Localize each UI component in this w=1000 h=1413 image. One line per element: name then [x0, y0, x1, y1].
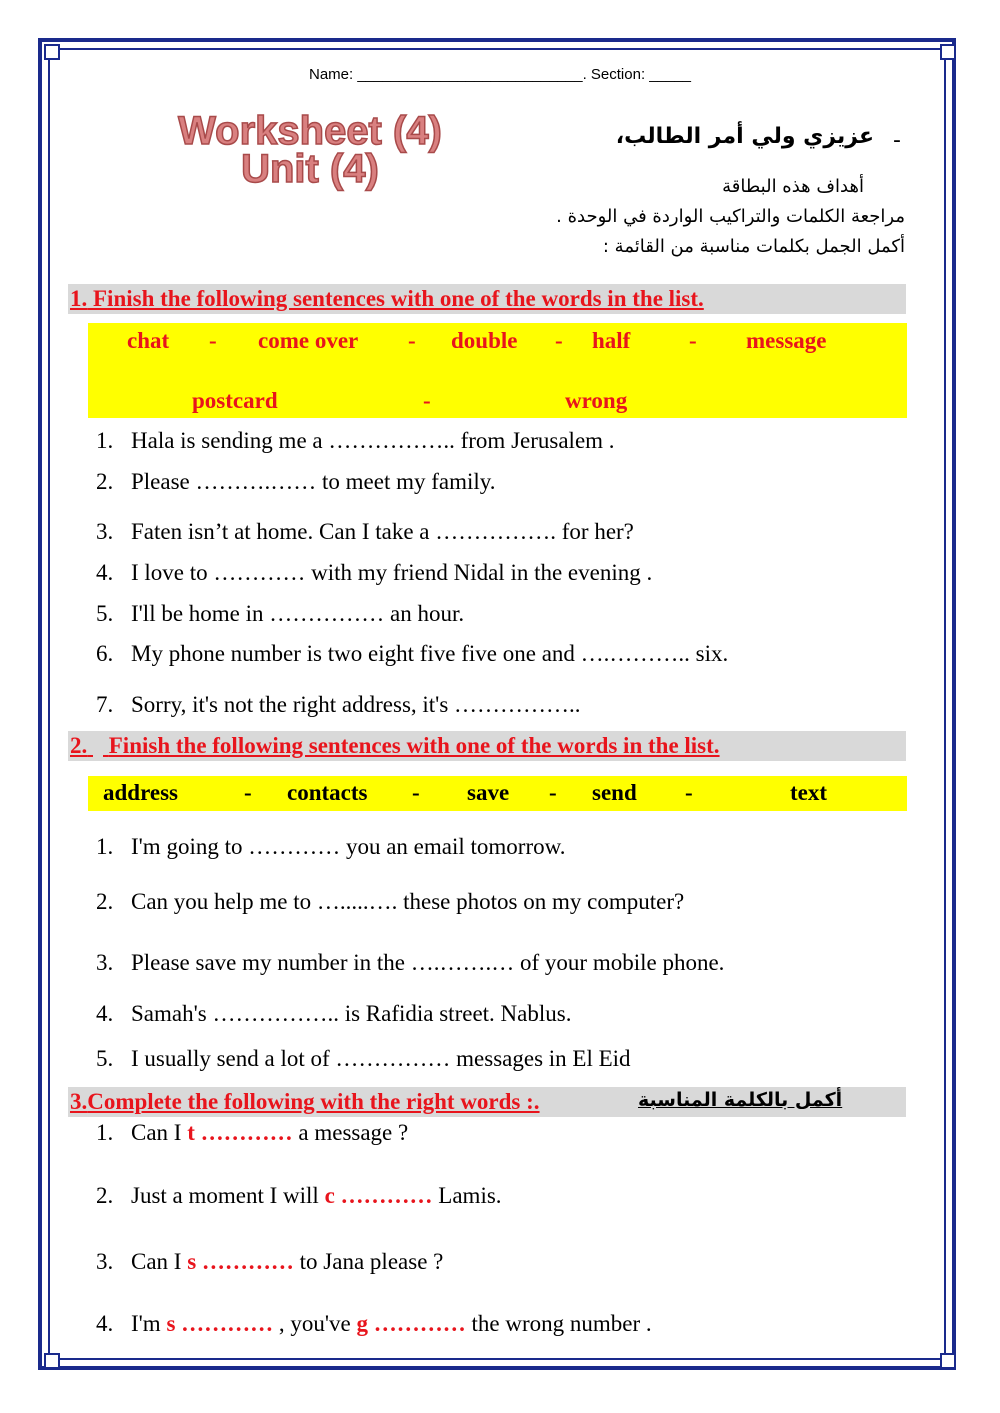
arabic-greeting: عزيزي ولي أمر الطالب،: [615, 124, 874, 149]
unit-title: Unit (4): [241, 147, 379, 191]
s2-item-3: 3. Please save my number in the ….…….… of your mobile phone.: [96, 950, 725, 975]
section-3-heading: [70, 1089, 540, 1115]
word-separator: -: [209, 328, 217, 353]
section-3-title: Complete the following with the right words :.: [87, 1089, 540, 1114]
word-contacts: contacts: [287, 780, 368, 805]
blank-s: s …………: [166, 1311, 274, 1336]
s1-item-3: 3. Faten isn’t at home. Can I take a ……………. for her?: [96, 519, 634, 544]
section-2-title: Finish the following sentences with one of the words in the list.: [108, 733, 720, 758]
word-separator: -: [685, 780, 693, 805]
s2-item-4: 4. Samah's …………….. is Rafidia street. Nablus.: [96, 1001, 572, 1026]
s1-item-2: 2. Please ……….…… to meet my family.: [96, 469, 496, 494]
word-message: message: [746, 328, 827, 353]
corner-ornament: [44, 44, 60, 60]
corner-ornament: [44, 1353, 60, 1369]
word-separator: -: [555, 328, 563, 353]
section-3-arabic-title: أكمل بالكلمة المناسبة: [638, 1089, 843, 1111]
s2-item-1: 1. I'm going to ………… you an email tomorrow.: [96, 834, 566, 859]
s3-item-2: 2. Just a moment I will c ………… Lamis.: [96, 1183, 502, 1208]
worksheet-title: Worksheet (4): [178, 109, 442, 153]
section-1-title: Finish the following sentences with one of the words in the list.: [93, 286, 704, 311]
word-postcard: postcard: [192, 388, 278, 413]
section-2-number: 2.: [70, 733, 88, 758]
name-section-line: Name: ___________________________. Section: _____: [308, 66, 691, 83]
blank-s: s …………: [187, 1249, 294, 1274]
word-wrong: wrong: [565, 388, 628, 413]
section-1-number: 1.: [70, 286, 88, 311]
s1-item-1: 1. Hala is sending me a …………….. from Jerusalem .: [96, 428, 615, 453]
section-1-heading: [70, 286, 704, 312]
section-3-number: 3.: [70, 1089, 88, 1114]
s1-item-4: 4. I love to ………… with my friend Nidal in the evening .: [96, 560, 653, 585]
s1-item-7: 7. Sorry, it's not the right address, it's ……………..: [96, 692, 581, 717]
section-2-heading: [70, 733, 720, 759]
word-separator: -: [423, 388, 431, 413]
word-save: save: [467, 780, 510, 805]
arabic-goals-heading: أهداف هذه البطاقة: [722, 176, 864, 197]
word-separator: -: [244, 780, 252, 805]
s3-item-4: 4. I'm s ………… , you've g ………… the wrong number .: [96, 1311, 652, 1336]
word-separator: -: [689, 328, 697, 353]
s2-item-2: 2. Can you help me to ….....…. these photos on my computer?: [96, 889, 685, 914]
arabic-dash: -: [893, 128, 901, 153]
word-half: half: [592, 328, 631, 353]
s1-item-5: 5. I'll be home in …………… an hour.: [96, 601, 465, 626]
corner-ornament: [940, 44, 956, 60]
s3-item-3: 3. Can I s ………… to Jana please ?: [96, 1249, 444, 1274]
s2-item-5: 5. I usually send a lot of …………… messages in El Eid: [96, 1046, 631, 1071]
word-separator: -: [408, 328, 416, 353]
corner-ornament: [940, 1353, 956, 1369]
blank-g: g …………: [356, 1311, 466, 1336]
word-come-over: come over: [258, 328, 359, 353]
arabic-goal-1: مراجعة الكلمات والتراكيب الواردة في الوحدة .: [556, 206, 905, 227]
blank-t: t …………: [187, 1120, 293, 1145]
s3-item-1: 1. Can I t ………… a message ?: [96, 1120, 409, 1145]
word-text: text: [790, 780, 828, 805]
arabic-goal-2: أكمل الجمل بكلمات مناسبة من القائمة :: [602, 236, 905, 257]
word-double: double: [451, 328, 518, 353]
word-send: send: [592, 780, 637, 805]
word-separator: -: [549, 780, 557, 805]
blank-c: c …………: [324, 1183, 433, 1208]
word-address: address: [103, 780, 178, 805]
word-chat: chat: [127, 328, 170, 353]
s1-item-6: 6. My phone number is two eight five five one and ….……….. six.: [96, 641, 729, 666]
word-separator: -: [412, 780, 420, 805]
